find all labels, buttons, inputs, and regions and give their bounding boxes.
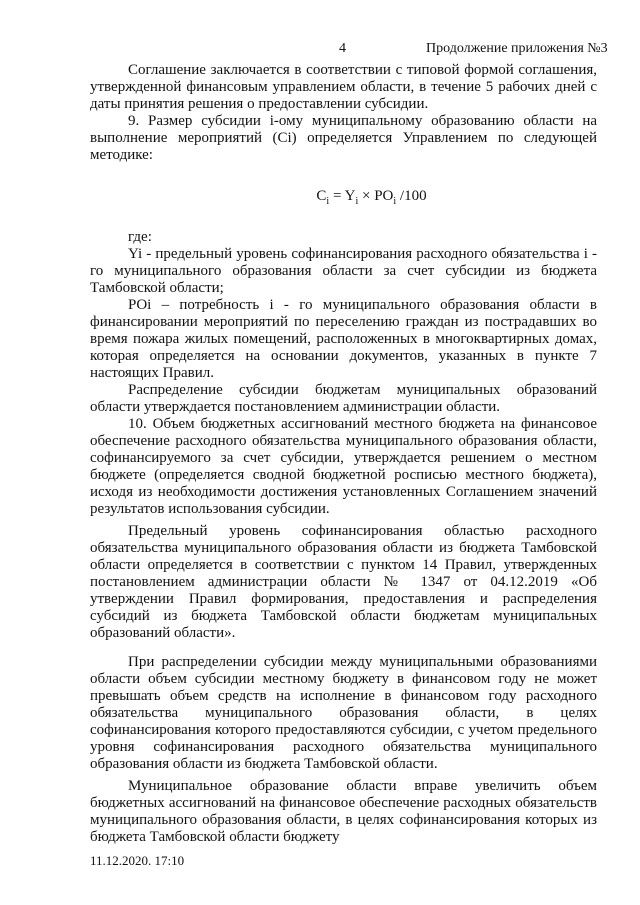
paragraph: Соглашение заключается в соответствии с типовой формой соглашения, утвержденной финансовым управлением области, в течение 5 рабочих дней с даты принятия решения о предоставлении субсидии.	[90, 62, 597, 112]
formula-subscript: i	[393, 196, 397, 207]
paragraph: Муниципальное образование области вправе увеличить объем бюджетных ассигнований на финансовое обеспечение расходных обязательств муниципального образования области, в целях софинансирования которых из бюджета Тамбовской области бюджету	[90, 778, 597, 845]
formula-subscript: i	[326, 196, 330, 207]
formula-term: × PO	[358, 188, 394, 204]
document-body	[90, 62, 597, 846]
formula	[90, 188, 597, 205]
footer-timestamp: 11.12.2020. 17:10	[90, 853, 185, 868]
paragraph: При распределении субсидии между муниципальными образованиями области объем субсидии местному бюджету в финансовом году не может превышать объем средств на исполнение в финансовом году расходного обязательства муниципального образования области, в целях софинансирования которого предоставляются субсидии, с учетом предельного уровня софинансирования расходного обязательства муниципального образования области из бюджета Тамбовской области.	[90, 654, 597, 772]
formula-term: C	[316, 188, 327, 204]
page-number: 4	[339, 41, 346, 56]
formula-term: /100	[396, 188, 427, 204]
paragraph: 10. Объем бюджетных ассигнований местного бюджета на финансовое обеспечение расходного обязательства муниципального образования области, софинансируемого за счет субсидии, утверждается решением о местном бюджете (определяется сводной бюджетной росписью местного бюджета), исходя из необходимости достижения установленных Соглашением значений результатов использования субсидии.	[90, 416, 597, 517]
paragraph: Предельный уровень софинансирования областью расходного обязательства муниципального образования области из бюджета Тамбовской области определяется в соответствии с пунктом 14 Правил, утвержденных постановлением администрации области № 1347 от 04.12.2019 «Об утверждении Правил формирования, предоставления и распределения субсидий из бюджета Тамбовской области бюджетам муниципальных образований области».	[90, 523, 597, 641]
paragraph: где:	[128, 229, 152, 245]
continuation-note: Продолжение приложения №3	[426, 41, 608, 56]
formula-term: = Y	[329, 188, 356, 204]
paragraph: POi – потребность i - го муниципального образования области в финансировании мероприятий по переселению граждан из пострадавших во время пожара жилых помещений, расположенных в многоквартирных домах, которая определяется на основании документов, указанных в пункте 7 настоящих Правил.	[90, 297, 597, 381]
paragraph: Yi - предельный уровень софинансирования расходного обязательства i - го муниципального образования области за счет субсидии из бюджета Тамбовской области;	[90, 246, 597, 296]
paragraph: 9. Размер субсидии i-ому муниципальному образованию области на выполнение мероприятий (Ci) определяется Управлением по следующей методике:	[90, 113, 597, 163]
formula-subscript: i	[355, 196, 359, 207]
paragraph: Распределение субсидии бюджетам муниципальных образований области утверждается постановлением администрации области.	[90, 382, 597, 415]
